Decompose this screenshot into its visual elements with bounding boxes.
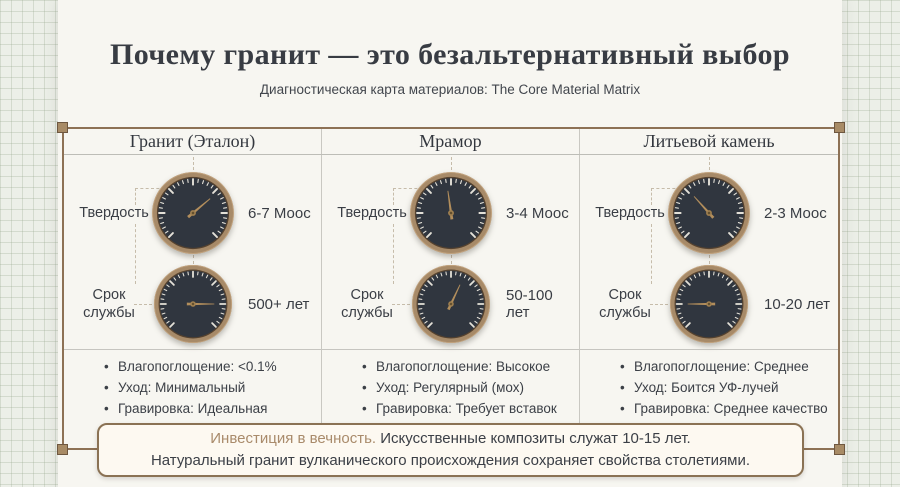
- list-item: • Уход: Минимальный: [104, 377, 315, 398]
- column-header-granite: Гранит (Эталон): [64, 129, 322, 154]
- banner-line-1: [99, 428, 802, 451]
- divider: [322, 349, 579, 350]
- column-header-marble: Мрамор: [322, 129, 580, 154]
- hardness-value: 2-3 Моос: [764, 204, 827, 222]
- dashed-connector: [451, 157, 452, 170]
- list-item: • Гравировка: Идеальная: [104, 398, 315, 419]
- hardness-gauge-icon: [408, 170, 494, 256]
- lifespan-value: 500+ лет: [248, 295, 310, 313]
- banner-line-2: Натуральный гранит вулканического происхождения сохраняет свойства столетиями.: [150, 452, 751, 469]
- dashed-connector: [193, 157, 194, 170]
- list-item: • Гравировка: Требует вставок: [362, 398, 573, 419]
- list-item: • Влагопоглощение: Среднее: [620, 356, 832, 377]
- list-item: • Влагопоглощение: Высокое: [362, 356, 573, 377]
- list-item: • Уход: Боится УФ-лучей: [620, 377, 832, 398]
- properties-list: [620, 356, 832, 419]
- dashed-connector: [709, 157, 710, 170]
- hardness-value: 6-7 Моос: [248, 204, 311, 222]
- hardness-gauge-icon: [666, 170, 752, 256]
- lifespan-value: 50-100 лет: [506, 287, 553, 321]
- hardness-label: Твердость: [79, 204, 149, 221]
- lifespan-label: Срок службы: [83, 286, 135, 321]
- lifespan-gauge-icon: [410, 263, 492, 345]
- page-title: Почему гранит — это безальтернативный выбор: [109, 38, 790, 71]
- lifespan-gauge-icon: [668, 263, 750, 345]
- hardness-label: Твердость: [595, 204, 665, 221]
- lifespan-value: 10-20 лет: [764, 295, 830, 313]
- material-column-granite: [64, 155, 322, 449]
- banner-text: Искусственные композиты служат 10-15 лет.: [380, 429, 691, 447]
- list-item: • Влагопоглощение: <0.1%: [104, 356, 315, 377]
- column-headers: [64, 129, 838, 155]
- material-column-marble: [322, 155, 580, 449]
- divider: [580, 349, 838, 350]
- material-matrix-frame: [62, 127, 840, 450]
- properties-list: [104, 356, 315, 419]
- lifespan-label: Срок службы: [341, 286, 393, 321]
- list-item: • Уход: Регулярный (мох): [362, 377, 573, 398]
- hardness-label: Твердость: [337, 204, 407, 221]
- page-subtitle: Диагностическая карта материалов: The Core Material Matrix: [259, 82, 641, 97]
- lifespan-label: Срок службы: [599, 286, 651, 321]
- hardness-value: 3-4 Моос: [506, 204, 569, 222]
- properties-list: [362, 356, 573, 419]
- column-header-cast-stone: Литьевой камень: [643, 131, 775, 151]
- material-column-cast-stone: [580, 155, 838, 449]
- matrix-body: [64, 155, 838, 449]
- frame-corner-handle: [834, 122, 845, 133]
- list-item: • Гравировка: Среднее качество: [620, 398, 832, 419]
- banner-accent-text: Инвестиция в вечность.: [210, 429, 377, 447]
- hardness-gauge-icon: [150, 170, 236, 256]
- divider: [64, 349, 321, 350]
- lifespan-gauge-icon: [152, 263, 234, 345]
- frame-corner-handle: [57, 122, 68, 133]
- footer-banner: [97, 423, 804, 477]
